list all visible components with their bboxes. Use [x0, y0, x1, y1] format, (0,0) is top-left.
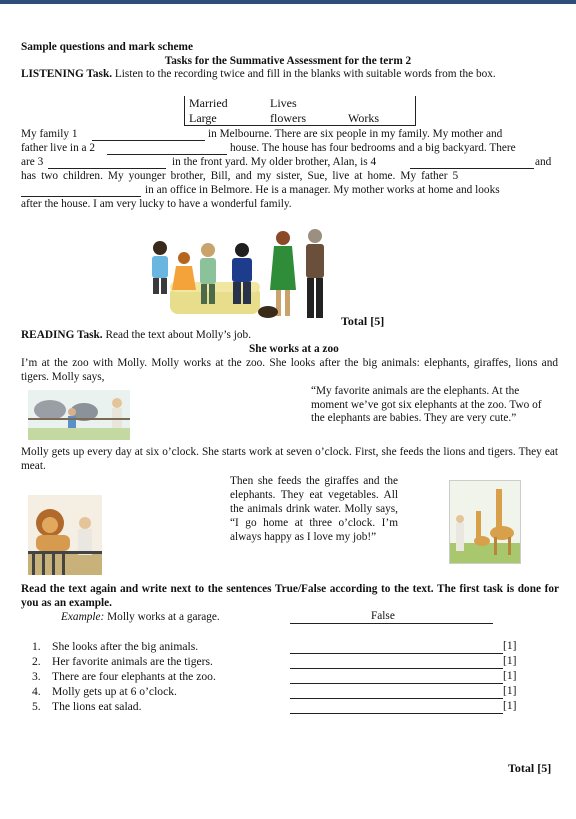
story-title: She works at a zoo: [249, 343, 339, 355]
blank-2[interactable]: [107, 154, 227, 155]
listening-line-6: after the house. I am very lucky to have a wonderful family.: [21, 198, 292, 210]
question-2: 2. Her favorite animals are the tigers.: [32, 655, 213, 668]
giraffes-illustration: [449, 480, 521, 564]
mark-2: [1]: [503, 655, 517, 667]
reading-paragraph-1: I’m at the zoo with Molly. Molly works at the zoo. She looks after the big animals: elephants, giraffes, lions and tigers. Molly says,: [21, 357, 558, 383]
reading-total: Total [5]: [508, 761, 552, 775]
blank-4[interactable]: [410, 168, 534, 169]
listening-line-1b: in Melbourne. There are six people in my family. My mother and: [208, 128, 503, 140]
question-4: 4. Molly gets up at 6 o’clock.: [32, 685, 177, 698]
listening-line-3b: in the front yard. My older brother, Alan, is 4: [172, 156, 377, 168]
word-box: [184, 96, 416, 126]
answer-line-1[interactable]: [290, 653, 503, 654]
lions-illustration: [28, 495, 102, 575]
mark-1: [1]: [503, 640, 517, 652]
mark-4: [1]: [503, 685, 517, 697]
answer-line-5[interactable]: [290, 713, 503, 714]
listening-line-1a: My family 1: [21, 128, 78, 140]
word-box-item: flowers: [270, 111, 306, 125]
reading-task-label: READING Task.: [21, 329, 103, 341]
listening-task-label: LISTENING Task.: [21, 68, 113, 80]
listening-total: Total [5]: [341, 314, 385, 328]
answer-line-3[interactable]: [290, 683, 503, 684]
question-1: 1. She looks after the big animals.: [32, 640, 199, 653]
answer-line-2[interactable]: [290, 668, 503, 669]
question-3: 3. There are four elephants at the zoo.: [32, 670, 216, 683]
blank-3[interactable]: [48, 168, 166, 169]
listening-line-2a: father live in a 2: [21, 142, 96, 154]
listening-instruction: [21, 68, 556, 82]
blank-1[interactable]: [92, 140, 205, 141]
reading-paragraph-2: Molly gets up every day at six o’clock. She starts work at seven o’clock. First, she feeds the lions and tigers. They eat meat.: [21, 446, 558, 472]
reading-instruction: [21, 329, 251, 343]
reading-paragraph-3: Then she feeds the giraffes and the elephants. They eat vegetables. All the animals drink water. Molly says, “I go home at three o’clock. I’m always happy as I love my job!”: [230, 475, 398, 543]
blank-5[interactable]: [21, 196, 141, 197]
elephants-illustration: [28, 390, 130, 440]
example-text: Molly works at a garage.: [104, 611, 220, 623]
listening-line-3c: and: [535, 156, 552, 168]
document-subtitle: Tasks for the Summative Assessment for the term 2: [164, 55, 412, 67]
example-answer: False: [371, 610, 395, 622]
listening-line-4: has two children. My younger brother, Bill, and my sister, Sue, live at home. My father 5: [21, 170, 459, 182]
listening-line-3a: are 3: [21, 156, 44, 168]
questions-instruction: Read the text again and write next to the sentences True/False according to the text. The first task is done for you as an example.: [21, 583, 559, 609]
top-border: [0, 0, 576, 4]
document-title: Sample questions and mark scheme: [21, 41, 193, 53]
word-box-item: Lives: [270, 96, 297, 110]
listening-instruction-text: Listen to the recording twice and fill in the blanks with suitable words from the box.: [112, 68, 496, 80]
reading-instruction-text: Read the text about Molly’s job.: [102, 329, 252, 341]
listening-line-2b: house. The house has four bedrooms and a big backyard. There: [230, 142, 516, 154]
mark-3: [1]: [503, 670, 517, 682]
word-box-item: Large: [189, 111, 217, 125]
word-box-item: Married: [189, 96, 228, 110]
reading-quote: “My favorite animals are the elephants. At the moment we’ve got six elephants at the zoo. Two of the elephants are babies. They are very cute.”: [311, 385, 542, 425]
listening-line-5b: in an office in Belmore. He is a manager. My mother works at home and looks: [145, 184, 500, 196]
mark-5: [1]: [503, 700, 517, 712]
example-label: Example:: [61, 611, 105, 623]
word-box-item: Works: [348, 111, 380, 125]
family-illustration: [140, 228, 338, 324]
example: [61, 611, 220, 625]
question-5: 5. The lions eat salad.: [32, 700, 142, 713]
answer-line-4[interactable]: [290, 698, 503, 699]
